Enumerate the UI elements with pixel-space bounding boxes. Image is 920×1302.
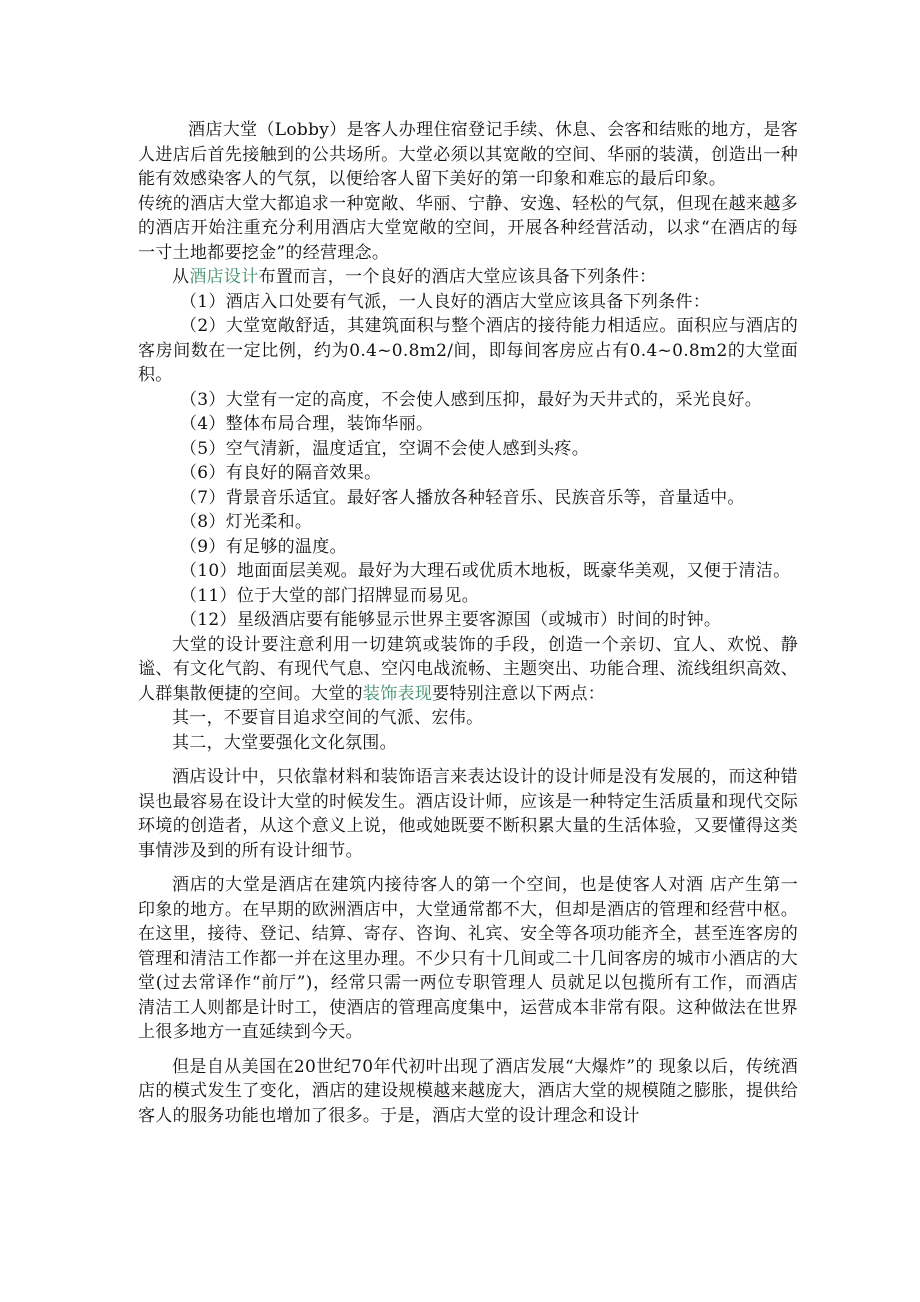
list-item: （11）位于大堂的部门招牌显而易见。 bbox=[180, 585, 480, 606]
list-item: （10）地面面层美观。最好为大理石或优质木地板，既豪华美观，又便于清洁。 bbox=[180, 561, 791, 581]
list-item: （7）背景音乐适宜。最好客人播放各种轻音乐、民族音乐等，音量适中。 bbox=[180, 487, 745, 508]
paragraph-conditions-intro bbox=[138, 265, 798, 290]
paragraph-lobby-design bbox=[138, 633, 798, 707]
list-item: （6）有良好的隔音效果。 bbox=[180, 463, 382, 483]
decoration-link[interactable]: 装饰表现 bbox=[362, 683, 433, 704]
point-one: 其一，不要盲目追求空间的气派、宏伟。 bbox=[172, 708, 484, 728]
list-item: （2）大堂宽敞舒适，其建筑面积与整个酒店的接待能力相适应。面积应与酒店的客房间数在一定比例，约为0.4~0.8m2/间，即每间客房应占有0.4~0.8m2的大堂面积。 bbox=[138, 316, 798, 385]
list-item: （9）有足够的温度。 bbox=[180, 536, 347, 557]
list-item: （3）大堂有一定的高度，不会使人感到压抑，最好为天井式的，采光良好。 bbox=[180, 389, 763, 410]
list-item: （1）酒店入口处要有气派，一人良好的酒店大堂应该具备下列条件： bbox=[180, 291, 711, 312]
list-item: （4）整体布局合理，装饰华丽。 bbox=[180, 414, 434, 434]
list-item: （8）灯光柔和。 bbox=[180, 512, 313, 532]
text-segment: 但是自从美国在20世纪70年代初叶出现了酒店发展“大爆炸”的 现象以后，传统酒店的模式发生了变化，酒店的建设规模越来越庞大，酒店大堂的规模随之膨胀，提供给客人的服务功能也增加了很多。于是， bbox=[138, 1056, 798, 1126]
text-segment: 酒店大堂的设计理念和设计 bbox=[432, 1105, 640, 1126]
text-segment: 从 bbox=[172, 267, 190, 287]
hotel-design-link[interactable]: 酒店设计 bbox=[189, 267, 259, 287]
list-item: （12）星级酒店要有能够显示世界主要客源国（或城市）时间的时钟。 bbox=[180, 610, 722, 630]
text-segment: 布置而言，一个良好的酒店大堂应该具备下列条件： bbox=[258, 267, 657, 287]
paragraph-history: 酒店的大堂是酒店在建筑内接待客人的第一个空间，也是使客人对酒 店产生第一印象的地方。在早期的欧洲酒店中，大堂通常都不大，但却是酒店的管理和经营中枢。在这里，接待、登记、结算、寄存、咨询、礼宾、安全等各项功能齐全，甚至连客房的管理和清洁工作都一并在这里办理。不少只有十几间或二十几间客房的城市小酒店的大堂(过去常译作“前厅”)，经常只需一两位专职管理人 员就足以包揽所有工作，而酒店清洁工人则都是计时工，使酒店的管理高度集中，运营成本非常有限。这种做法在世界上很多地方一直延续到今天。 bbox=[138, 875, 798, 1042]
text-segment: 大堂的设计要注意利用一切建筑或装饰的手段，创造一个亲切、宜人、欢悦、静谧、有文化气韵、有现代气息、空闪电战流畅、主题突出、功能合理、流线组织高效、人群集散便捷的空间。大堂的 bbox=[138, 634, 798, 704]
document-page bbox=[138, 118, 798, 1128]
paragraph-designer: 酒店设计中，只依靠材料和装饰语言来表达设计的设计师是没有发展的，而这种错误也最容易在设计大堂的时候发生。酒店设计师，应该是一种特定生活质量和现代交际环境的创造者，从这个意义上说，他或她既要不断积累大量的生活体验，又要懂得这类事情涉及到的所有设计细节。 bbox=[138, 767, 798, 861]
point-two: 其二，大堂要强化文化氛围。 bbox=[172, 732, 397, 753]
paragraph-intro: 酒店大堂（Lobby）是客人办理住宿登记手续、休息、会客和结账的地方，是客人进店后首先接触到的公共场所。大堂必须以其宽敞的空间、华丽的装潢，创造出一种能有效感染客人的气氛，以便给客人留下美好的第一印象和难忘的最后印象。 bbox=[138, 120, 798, 189]
text-segment: 要特别注意以下两点： bbox=[432, 683, 606, 704]
paragraph-traditional: 传统的酒店大堂大都追求一种宽敞、华丽、宁静、安逸、轻松的气氛，但现在越来越多的酒店开始注重充分利用酒店大堂宽敞的空间，开展各种经营活动，以求“在酒店的每一寸土地都要挖金”的经营理念。 bbox=[138, 193, 798, 263]
list-item: （5）空气清新，温度适宜，空调不会使人感到头疼。 bbox=[180, 438, 590, 459]
paragraph-evolution bbox=[138, 1055, 798, 1129]
